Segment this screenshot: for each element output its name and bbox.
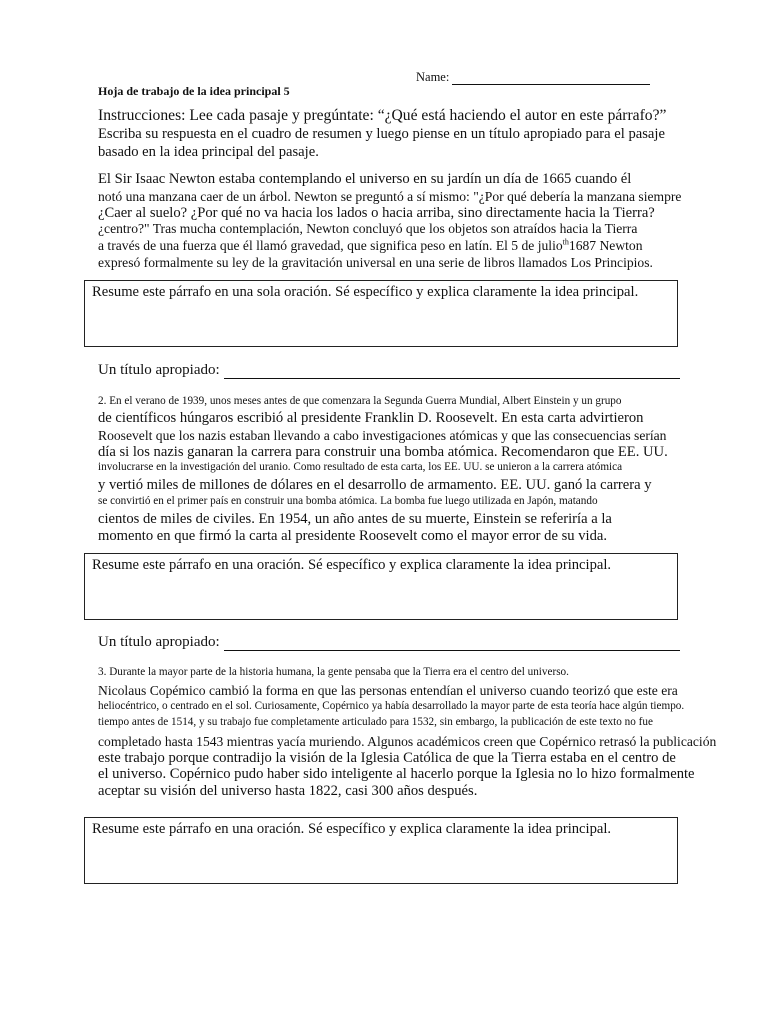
passage1-line-text: a través de una fuerza que él llamó gravedad, que significa peso en latín. El 5 de julio xyxy=(98,238,563,253)
passage1-line: notó una manzana caer de un árbol. Newton se preguntó a sí mismo: "¿Por qué debería la manzana siempre xyxy=(98,189,682,204)
summary-prompt: Resume este párrafo en una oración. Sé específico y explica claramente la idea principal. xyxy=(92,821,612,837)
passage2-line: y vertió miles de millones de dólares en el desarrollo de armamento. EE. UU. ganó la carrera y xyxy=(98,477,652,493)
passage2-line: día si los nazis ganaran la carrera para construir una bomba atómica. Recomendaron que EE. UU. xyxy=(98,444,668,460)
passage1-line: El Sir Isaac Newton estaba contemplando el universo en su jardín un día de 1665 cuando él xyxy=(98,171,632,187)
title-field-1[interactable] xyxy=(98,362,680,379)
passage2-line: momento en que firmó la carta al presidente Roosevelt como el mayor error de su vida. xyxy=(98,528,607,544)
ordinal-suffix: th xyxy=(562,237,569,247)
passage1-line: ¿Caer al suelo? ¿Por qué no va hacia los lados o hacia arriba, sino directamente hacia la Tierra? xyxy=(98,205,655,221)
title-label: Un título apropiado: xyxy=(98,362,220,378)
passage2-line: 2. En el verano de 1939, unos meses antes de que comenzara la Segunda Guerra Mundial, Albert Einstein y un grupo xyxy=(98,395,622,407)
instructions-line: Instrucciones: Lee cada pasaje y pregúntate: “¿Qué está haciendo el autor en este párrafo?” xyxy=(98,107,667,124)
summary-prompt: Resume este párrafo en una oración. Sé específico y explica claramente la idea principal. xyxy=(92,557,612,573)
summary-box-3[interactable] xyxy=(84,817,678,884)
instructions-line: basado en la idea principal del pasaje. xyxy=(98,144,319,160)
passage3-line: heliocéntrico, o centrado en el sol. Curiosamente, Copérnico ya había desarrollado la mayor parte de esta teoría hace algún tiempo. xyxy=(98,700,685,712)
passage2-line: se convirtió en el primer país en construir una bomba atómica. La bomba fue luego utilizada en Japón, matando xyxy=(98,495,598,507)
title-blank-line[interactable] xyxy=(224,365,680,379)
passage1-line: ¿centro?" Tras mucha contemplación, Newton concluyó que los objetos son atraídos hacia la Tierra xyxy=(98,221,638,236)
passage3-line: el universo. Copérnico pudo haber sido inteligente al hacerlo porque la Iglesia no lo hizo formalmente xyxy=(98,766,695,782)
passage3-line: tiempo antes de 1514, y su trabajo fue completamente articulado para 1532, sin embargo, la publicación de este texto no fue xyxy=(98,716,653,728)
summary-prompt: Resume este párrafo en una sola oración. Sé específico y explica claramente la idea principal. xyxy=(92,284,639,300)
title-field-2[interactable] xyxy=(98,634,680,651)
title-label: Un título apropiado: xyxy=(98,634,220,650)
name-field[interactable] xyxy=(416,70,650,85)
passage3-line: este trabajo porque contradijo la visión de la Iglesia Católica de que la Tierra estaba en el centro de xyxy=(98,750,676,766)
passage2-line: de científicos húngaros escribió al presidente Franklin D. Roosevelt. En esta carta advirtieron xyxy=(98,410,644,426)
summary-box-1[interactable] xyxy=(84,280,678,347)
title-blank-line[interactable] xyxy=(224,637,680,651)
passage1-line xyxy=(98,239,643,253)
passage3-line: 3. Durante la mayor parte de la historia humana, la gente pensaba que la Tierra era el centro del universo. xyxy=(98,666,569,678)
passage3-line: Nicolaus Copémico cambió la forma en que las personas entendían el universo cuando teorizó que este era xyxy=(98,683,678,698)
passage1-line: expresó formalmente su ley de la gravitación universal en una serie de libros llamados Los Principios. xyxy=(98,255,653,270)
passage2-line: cientos de miles de civiles. En 1954, un año antes de su muerte, Einstein se referiría a la xyxy=(98,511,612,527)
passage3-line: aceptar su visión del universo hasta 1822, casi 300 años después. xyxy=(98,783,478,799)
instructions-line: Escriba su respuesta en el cuadro de resumen y luego piense en un título apropiado para el pasaje xyxy=(98,126,665,142)
summary-box-2[interactable] xyxy=(84,553,678,620)
passage2-line: involucrarse en la investigación del uranio. Como resultado de esta carta, los EE. UU. se unieron a la carrera atómica xyxy=(98,461,623,473)
name-label: Name: xyxy=(416,70,450,84)
worksheet-title: Hoja de trabajo de la idea principal 5 xyxy=(98,84,290,98)
passage2-line: Roosevelt que los nazis estaban llevando a cabo investigaciones atómicas y que las consecuencias serían xyxy=(98,428,667,443)
passage1-line-tail: 1687 Newton xyxy=(568,238,643,253)
name-blank-line[interactable] xyxy=(452,73,650,85)
passage3-line: completado hasta 1543 mientras yacía muriendo. Algunos académicos creen que Copérnico retrasó la publicación xyxy=(98,734,717,749)
